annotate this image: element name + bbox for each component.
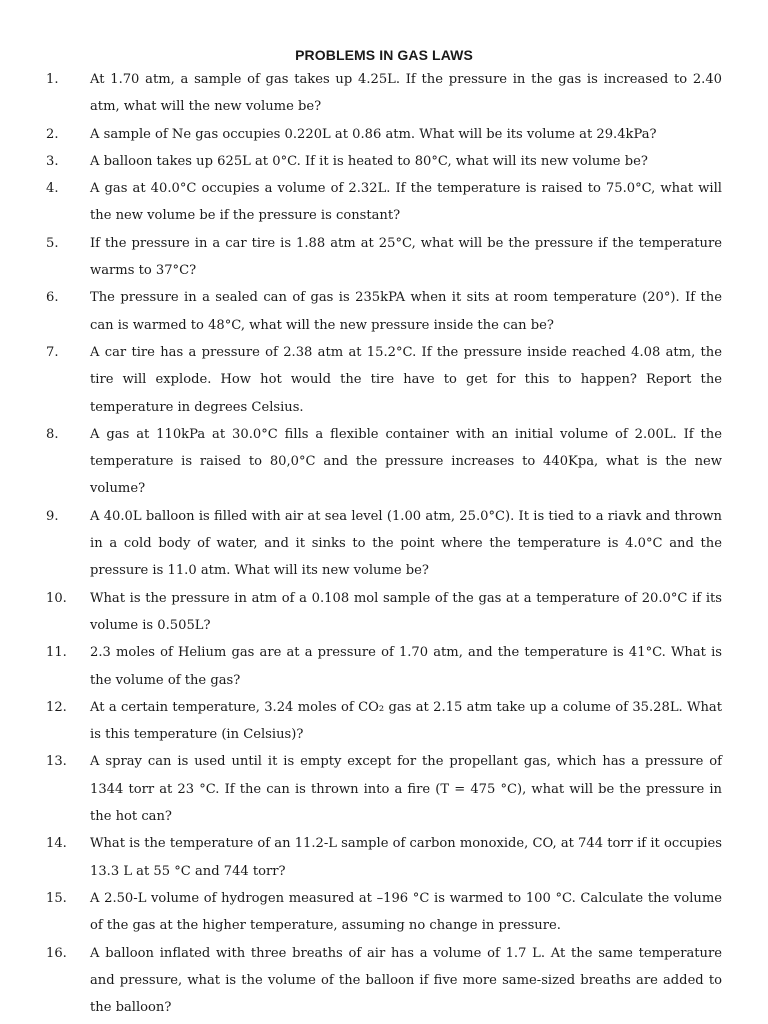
problem-number: 15. xyxy=(46,890,67,906)
problem-text: What is the temperature of an 11.2-L sample of carbon monoxide, CO, at 744 torr if it occupies 13.3 L at 55 °C and 744 torr? xyxy=(90,836,722,879)
problem-text: What is the pressure in atm of a 0.108 mol sample of the gas at a temperature of 20.0°C if its volume is 0.505L? xyxy=(90,590,722,633)
problem-item xyxy=(46,421,722,503)
problem-number: 8. xyxy=(46,426,59,442)
problem-text: A 2.50-L volume of hydrogen measured at –196 °C is warmed to 100 °C. Calculate the volume of the gas at the higher temperature, assuming no change in pressure. xyxy=(90,890,722,934)
problem-item xyxy=(46,339,722,421)
problem-number: 5. xyxy=(46,235,59,251)
problem-text: 2.3 moles of Helium gas are at a pressure of 1.70 atm, and the temperature is 41°C. What is the volume of the gas? xyxy=(90,645,722,688)
problem-item xyxy=(46,284,722,339)
problem-item xyxy=(46,230,722,285)
problem-number: 12. xyxy=(46,699,67,715)
problem-text: A gas at 110kPa at 30.0°C fills a flexible container with an initial volume of 2.00L. If the temperature is raised to 80,0°C and the pressure increases to 440Kpa, what is the new volume? xyxy=(90,426,722,497)
problem-text: At a certain temperature, 3.24 moles of CO₂ gas at 2.15 atm take up a colume of 35.28L. What is this temperature (in Celsius)? xyxy=(90,699,722,743)
problem-item xyxy=(46,175,722,230)
problem-item xyxy=(46,940,722,1022)
problem-number: 3. xyxy=(46,153,59,169)
problem-text: A car tire has a pressure of 2.38 atm at 15.2°C. If the pressure inside reached 4.08 atm, the tire will explode. How hot would the tire have to get for this to happen? Report the temperature in degrees Celsius. xyxy=(90,344,722,415)
problem-text: A balloon takes up 625L at 0°C. If it is heated to 80°C, what will its new volume be? xyxy=(90,153,648,169)
problem-number: 4. xyxy=(46,181,59,197)
problem-item xyxy=(46,830,722,885)
problem-item xyxy=(46,585,722,640)
problem-text: A balloon inflated with three breaths of air has a volume of 1.7 L. At the same temperature and pressure, what is the volume of the balloon if five more same-sized breaths are added to the balloon? xyxy=(90,945,722,1016)
problem-text: At 1.70 atm, a sample of gas takes up 4.25L. If the pressure in the gas is increased to 2.40 atm, what will the new volume be? xyxy=(90,72,722,115)
problem-item xyxy=(46,121,722,148)
page-title: PROBLEMS IN GAS LAWS xyxy=(295,47,473,63)
problem-number: 6. xyxy=(46,290,59,306)
problem-number: 10. xyxy=(46,590,67,606)
problem-number: 2. xyxy=(46,126,59,142)
problem-text: If the pressure in a car tire is 1.88 atm at 25°C, what will be the pressure if the temperature warms to 37°C? xyxy=(90,235,722,279)
problem-text: A spray can is used until it is empty except for the propellant gas, which has a pressure of 1344 torr at 23 °C. If the can is thrown into a fire (T = 475 °C), what will be the pressure in the hot can? xyxy=(90,754,722,825)
problem-text: The pressure in a sealed can of gas is 235kPA when it sits at room temperature (20°). If the can is warmed to 48°C, what will the new pressure inside the can be? xyxy=(90,290,722,333)
problem-text: A 40.0L balloon is filled with air at sea level (1.00 atm, 25.0°C). It is tied to a riavk and thrown in a cold body of water, and it sinks to the point where the temperature is 4.0°C and the pressure is 11.0 atm. What will its new volume be? xyxy=(90,508,722,579)
problem-number: 14. xyxy=(46,836,67,852)
problem-number: 1. xyxy=(46,72,59,87)
problem-number: 7. xyxy=(46,344,59,360)
problem-item xyxy=(46,639,722,694)
problem-item xyxy=(46,885,722,940)
problem-item xyxy=(46,503,722,585)
problem-number: 11. xyxy=(46,645,67,661)
problem-number: 13. xyxy=(46,754,67,770)
problem-item xyxy=(46,748,722,830)
problem-item xyxy=(46,148,722,175)
problem-item xyxy=(46,66,722,121)
problem-item xyxy=(46,694,722,749)
problem-list xyxy=(46,66,722,1021)
problem-number: 9. xyxy=(46,508,59,524)
problem-number: 16. xyxy=(46,945,67,961)
problem-text: A sample of Ne gas occupies 0.220L at 0.86 atm. What will be its volume at 29.4kPa? xyxy=(90,126,657,142)
problem-text: A gas at 40.0°C occupies a volume of 2.32L. If the temperature is raised to 75.0°C, what will the new volume be if the pressure is constant? xyxy=(90,181,722,224)
